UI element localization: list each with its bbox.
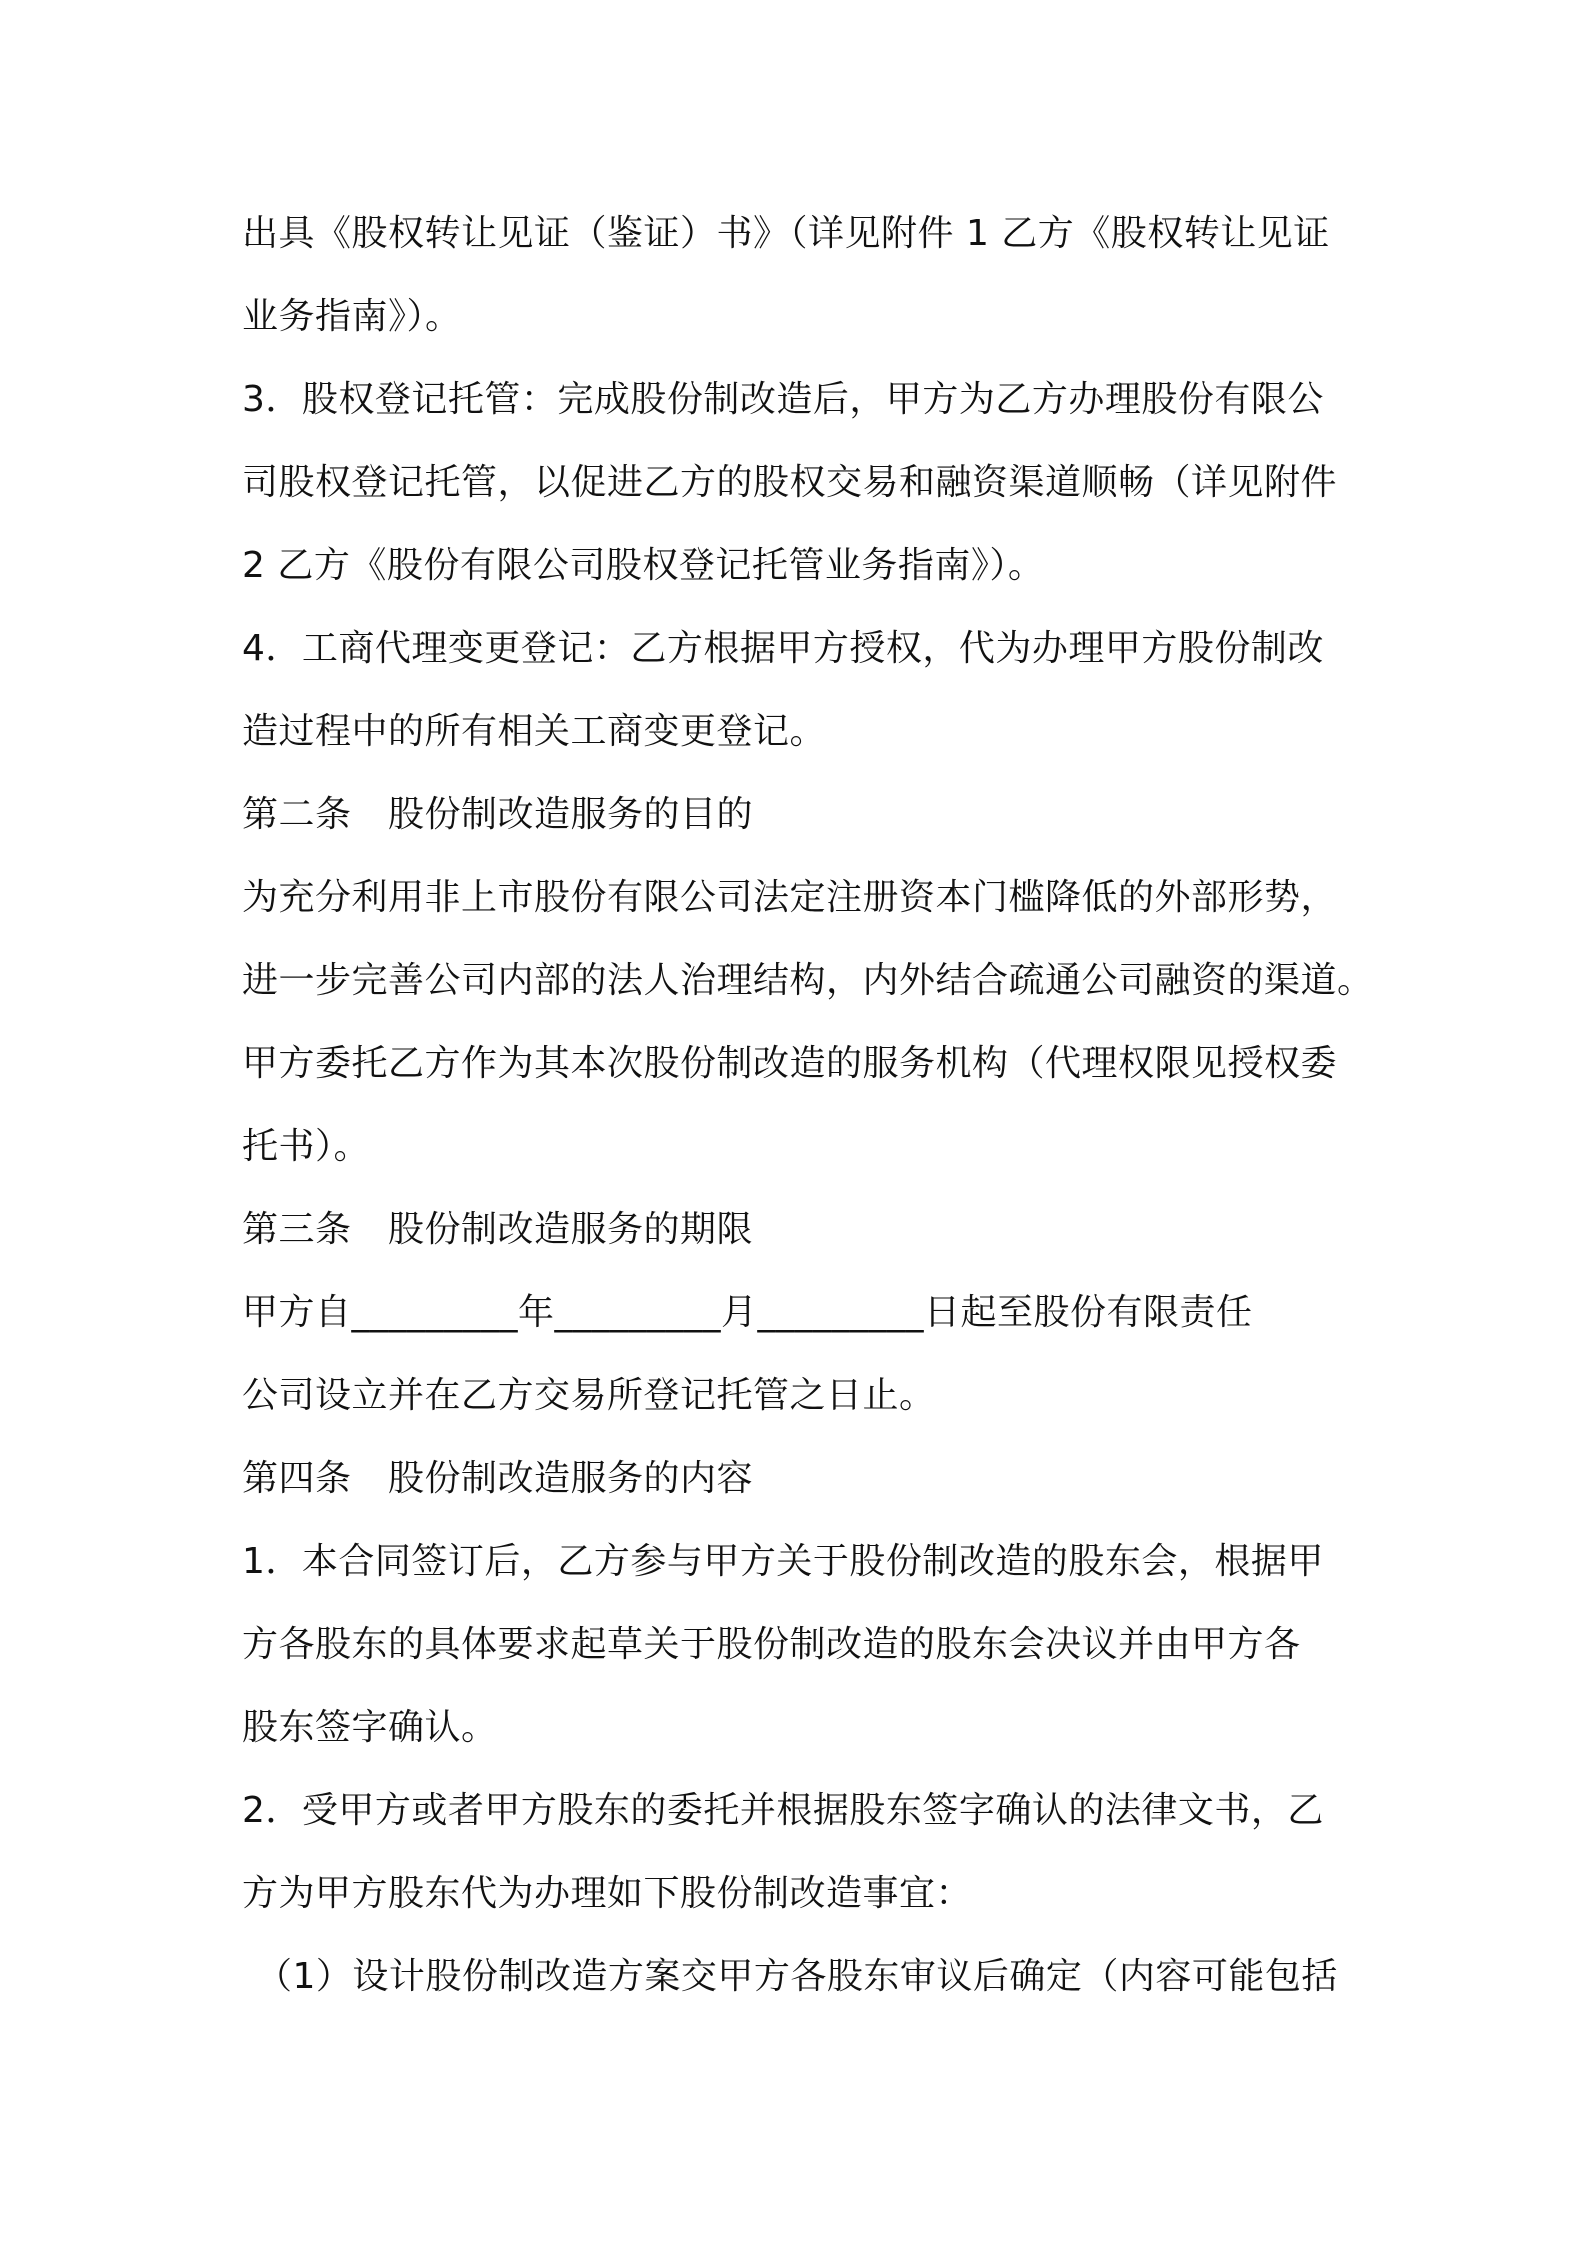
text-line: 股东签字确认。 [242,1707,498,1748]
text-line: 业务指南》）。 [242,296,462,337]
text-line: 造过程中的所有相关工商变更登记。 [242,711,827,752]
text-line: 托书）。 [242,1126,371,1167]
document-body [242,192,1374,2018]
date-fill-line: 甲方自_________年_________月_________日起至股份有限责任 [242,1292,1253,1333]
article-2-heading: 第二条 股份制改造服务的目的 [242,794,754,835]
article-4-heading: 第四条 股份制改造服务的内容 [242,1458,754,1499]
text-line: 方各股东的具体要求起草关于股份制改造的股东会决议并由甲方各 [242,1624,1301,1665]
text-line: 进一步完善公司内部的法人治理结构，内外结合疏通公司融资的渠道。 [242,960,1374,1001]
text-line: 为充分利用非上市股份有限公司法定注册资本门槛降低的外部形势， [242,877,1338,918]
clause-2-line: 2．受甲方或者甲方股东的委托并根据股东签字确认的法律文书，乙 [242,1790,1324,1831]
text-line: 公司设立并在乙方交易所登记托管之日止。 [242,1375,936,1416]
text-line: 2 乙方《股份有限公司股权登记托管业务指南》）。 [242,545,1045,586]
sub-item-1-line: （1）设计股份制改造方案交甲方各股东审议后确定（内容可能包括 [256,1956,1338,1997]
clause-1-line: 1．本合同签订后，乙方参与甲方关于股份制改造的股东会，根据甲 [242,1541,1324,1582]
text-line: 方为甲方股东代为办理如下股份制改造事宜： [242,1873,973,1914]
text-line: 出具《股权转让见证（鉴证）书》（详见附件 1 乙方《股权转让见证 [242,213,1330,254]
clause-3-line: 3．股权登记托管：完成股份制改造后，甲方为乙方办理股份有限公 [242,379,1324,420]
text-line: 司股权登记托管，以促进乙方的股权交易和融资渠道顺畅（详见附件 [242,462,1338,503]
article-3-heading: 第三条 股份制改造服务的期限 [242,1209,754,1250]
text-line: 甲方委托乙方作为其本次股份制改造的服务机构（代理权限见授权委 [242,1043,1338,1084]
clause-4-line: 4．工商代理变更登记：乙方根据甲方授权，代为办理甲方股份制改 [242,628,1324,669]
